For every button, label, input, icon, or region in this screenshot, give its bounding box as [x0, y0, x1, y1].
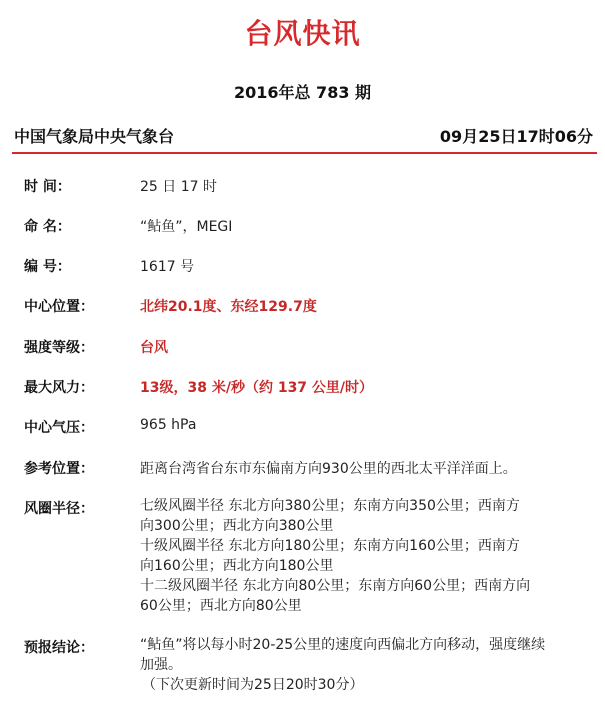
name-label: 命 名：: [24, 219, 71, 235]
issue-timestamp: 09月25日17时06分: [439, 127, 593, 146]
radius-line: 60公里；西北方向80公里: [140, 598, 302, 614]
max-wind-value: 13级，38 米/秒（约 137 公里/时）: [140, 380, 374, 396]
radius-line: 七级风圈半径 东北方向380公里；东南方向350公里；西南方: [140, 498, 520, 514]
forecast-label: 预报结论：: [24, 640, 94, 656]
center-label: 中心位置：: [24, 299, 94, 315]
radius-value: [140, 496, 580, 616]
reference-value: 距离台湾省台东市东偏南方向930公里的西北太平洋洋面上。: [140, 461, 517, 477]
number-value: 1617 号: [140, 259, 195, 275]
radius-line: 十二级风圈半径 东北方向80公里；东南方向60公里；西南方向: [140, 578, 531, 594]
max-wind-label: 最大风力：: [24, 380, 94, 396]
pressure-label: 中心气压：: [24, 420, 94, 436]
radius-line: 向300公里；西北方向380公里: [140, 518, 334, 534]
forecast-line: （下次更新时间为25日20时30分）: [142, 677, 364, 693]
name-value: “鲇鱼”，MEGI: [140, 219, 233, 235]
time-value: 25 日 17 时: [140, 179, 217, 195]
intensity-value: 台风: [140, 340, 168, 356]
forecast-value: [140, 635, 580, 695]
agency-name: 中国气象局中央气象台: [14, 127, 175, 146]
radius-line: 向160公里；西北方向180公里: [140, 558, 334, 574]
forecast-line: 加强。: [140, 657, 182, 673]
page-title: 台风快讯: [244, 17, 361, 50]
reference-label: 参考位置：: [24, 461, 94, 477]
number-label: 编 号：: [24, 259, 71, 275]
time-label: 时 间：: [24, 179, 71, 195]
radius-line: 十级风圈半径 东北方向180公里；东南方向160公里；西南方: [140, 538, 520, 554]
forecast-line: “鲇鱼”将以每小时20-25公里的速度向西偏北方向移动，强度继续: [140, 637, 546, 653]
issue-number: 2016年总 783 期: [233, 83, 372, 102]
radius-label: 风圈半径：: [24, 501, 94, 517]
pressure-value: 965 hPa: [140, 417, 197, 433]
intensity-label: 强度等级：: [24, 340, 94, 356]
header-divider: [12, 152, 597, 154]
center-value: 北纬20.1度、东经129.7度: [140, 299, 317, 315]
